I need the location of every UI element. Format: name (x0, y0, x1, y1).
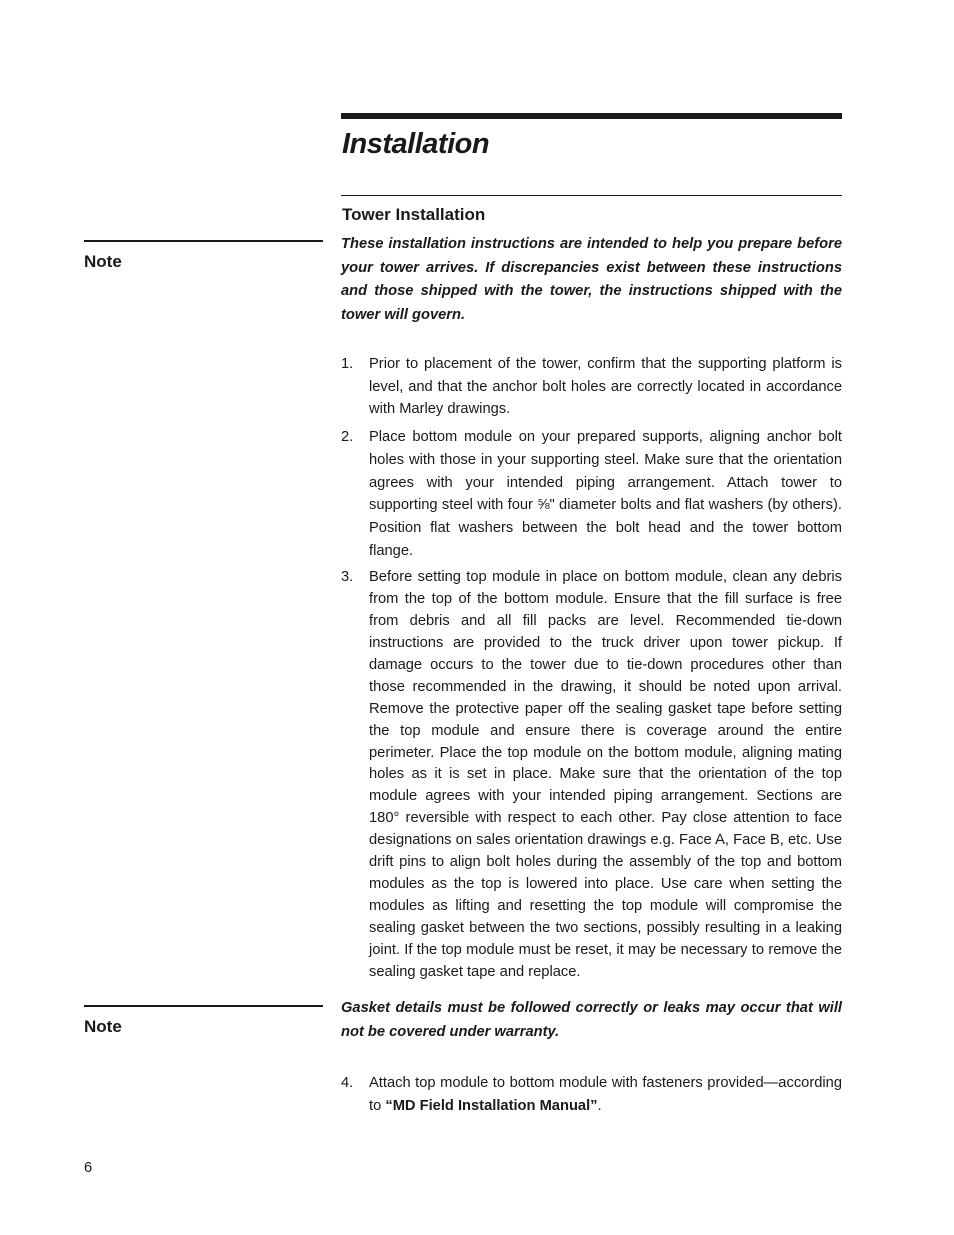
step-text: Prior to placement of the tower, confirm that the supporting platform is level, and that the anchor bolt holes are correctly located in accordance with Marley drawings. (369, 356, 842, 418)
step-number: 4. (341, 1075, 354, 1091)
note-text-2: Gasket details must be followed correctly or leaks may occur that will not be covered under warranty. (341, 1000, 842, 1040)
note-rule-1 (84, 240, 323, 242)
section-rule (341, 195, 842, 196)
step-number: 2. (341, 429, 354, 446)
step-item-3 (341, 567, 842, 983)
page-number: 6 (84, 1160, 93, 1176)
step-item-1 (341, 353, 842, 421)
note-label-2: Note (84, 1017, 122, 1036)
note-text-1: These installation instructions are intended to help you prepare before your tower arrives. If discrepancies exist between these instructions and those shipped with the tower, the instructions shipped with the tower will govern. (341, 236, 842, 323)
step-text-after: . (597, 1097, 602, 1114)
step-text: Before setting top module in place on bottom module, clean any debris from the top of the bottom module. Ensure that the fill surface is free from debris and all fill packs are level. Recommended tie-down instructions are provided to the truck driver upon tower pickup. If damage occurs to the tower due to tie-down procedures other than those recommended in the drawing, it should be noted upon arrival. Remove the protective paper off the sealing gasket tape before setting the top module and ensure there is coverage around the entire perimeter. Place the top module on the bottom module, aligning mating holes as it is set in place. Make sure that the orientation of the top module agrees with your intended piping arrangement. Sections are 180° reversible with respect to each other. Pay close attention to face designations on sales orientation drawings e.g. Face A, Face B, etc. Use drift pins to align bolt holes during the assembly of the top and bottom modules as the top is lowered into place. Use care when setting the modules as lifting and resetting the top module will compromise the sealing gasket between the two sections, possibly resulting in a leaking joint. If the top module must be reset, it may be necessary to remove the sealing gasket tape and replace. (369, 569, 842, 980)
step-number: 3. (341, 569, 354, 586)
steps-list-2 (341, 1072, 842, 1122)
step-text-before: Attach top module to bottom module with fasteners provided—according to (369, 1075, 842, 1114)
note-rule-2 (84, 1005, 323, 1007)
step-item-2 (341, 426, 842, 562)
title-rule (341, 113, 842, 119)
note-label-1: Note (84, 252, 122, 271)
step-number: 1. (341, 356, 354, 372)
page-title: Installation (342, 128, 490, 160)
step-text: Place bottom module on your prepared supports, aligning anchor bolt holes with those in your supporting steel. Make sure that the orientation agrees with your intended piping arrangement. Attach tower to supporting steel with four ⅝" diameter bolts and flat washers (by others). Position flat washers between the bolt head and the tower bottom flange. (369, 429, 842, 559)
section-heading: Tower Installation (342, 205, 486, 224)
step-item-4 (341, 1072, 842, 1117)
manual-reference: “MD Field Installation Manual” (385, 1097, 598, 1114)
steps-list-1 (341, 353, 842, 989)
